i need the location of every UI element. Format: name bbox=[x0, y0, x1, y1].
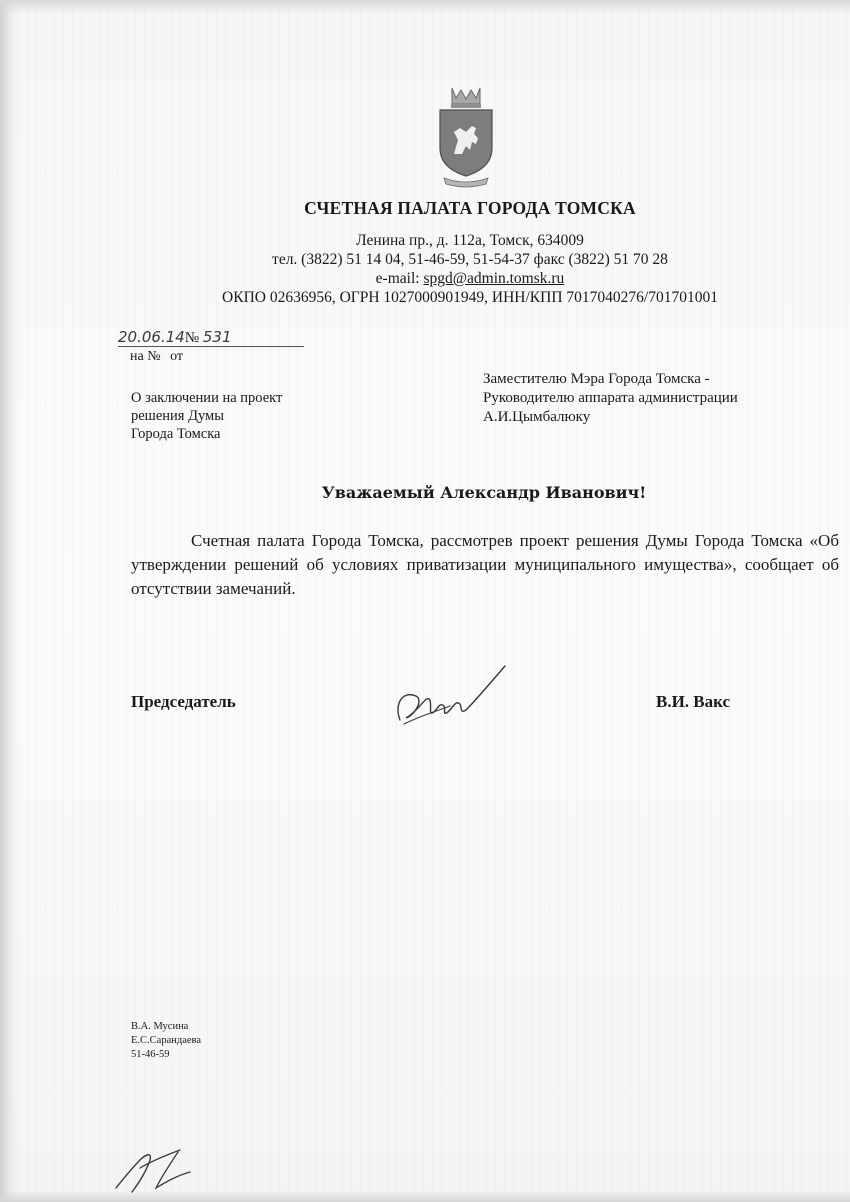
handwritten-signature-icon bbox=[390, 660, 515, 735]
addressee-line: Руководителю аппарата администрации bbox=[483, 390, 738, 406]
registration-underline bbox=[118, 346, 304, 347]
letter-subject bbox=[131, 389, 282, 443]
organization-name: СЧЕТНАЯ ПАЛАТА ГОРОДА ТОМСКА bbox=[304, 198, 636, 218]
signatory-title: Председатель bbox=[131, 692, 236, 711]
scan-left-edge bbox=[0, 0, 18, 1202]
subject-line: решения Думы bbox=[131, 408, 224, 424]
executor-line: В.А. Мусина bbox=[131, 1021, 189, 1032]
handwritten-initials-icon bbox=[110, 1138, 200, 1196]
handwritten-date: 20.06.14 bbox=[118, 328, 185, 346]
reply-date-label: от bbox=[170, 349, 184, 364]
addressee-line: Заместителю Мэра Города Томска - bbox=[483, 371, 710, 387]
number-sign: № bbox=[184, 330, 200, 346]
registration-codes: ОКПО 02636956, ОГРН 1027000901949, ИНН/КПП 7017040276/701701001 bbox=[222, 289, 718, 306]
reply-number-label: на № bbox=[130, 349, 161, 364]
email-link[interactable]: spgd@admin.tomsk.ru bbox=[423, 270, 565, 287]
tomsk-coat-of-arms-icon bbox=[432, 84, 500, 188]
executor-line: 51-46-59 bbox=[131, 1049, 170, 1060]
email-label: e-mail: bbox=[375, 270, 420, 287]
phone-fax-line: тел. (3822) 51 14 04, 51-46-59, 51-54-37 факс (3822) 51 70 28 bbox=[272, 251, 668, 268]
outgoing-registration bbox=[118, 328, 232, 347]
executor-line: Е.С.Сарандаева bbox=[131, 1035, 202, 1046]
addressee-block bbox=[483, 370, 738, 427]
email-line bbox=[0, 270, 850, 288]
subject-line: О заключении на проект bbox=[131, 390, 283, 406]
executors-block bbox=[131, 1020, 201, 1062]
addressee-line: А.И.Цымбалюку bbox=[483, 409, 591, 425]
handwritten-number: 531 bbox=[202, 328, 232, 346]
subject-line: Города Томска bbox=[131, 426, 221, 442]
scan-top-edge bbox=[0, 0, 850, 14]
reply-reference bbox=[130, 349, 189, 365]
letter-body: Счетная палата Города Томска, рассмотрев проект решения Думы Города Томска «Об утверждении решений об условиях приватизации муниципального имущества», сообщает об отсутствии замечаний. bbox=[131, 531, 839, 598]
signatory-name: В.И. Вакс bbox=[656, 692, 731, 711]
greeting: Уважаемый Александр Иванович! bbox=[321, 483, 647, 502]
postal-address: Ленина пр., д. 112а, Томск, 634009 bbox=[356, 232, 584, 249]
